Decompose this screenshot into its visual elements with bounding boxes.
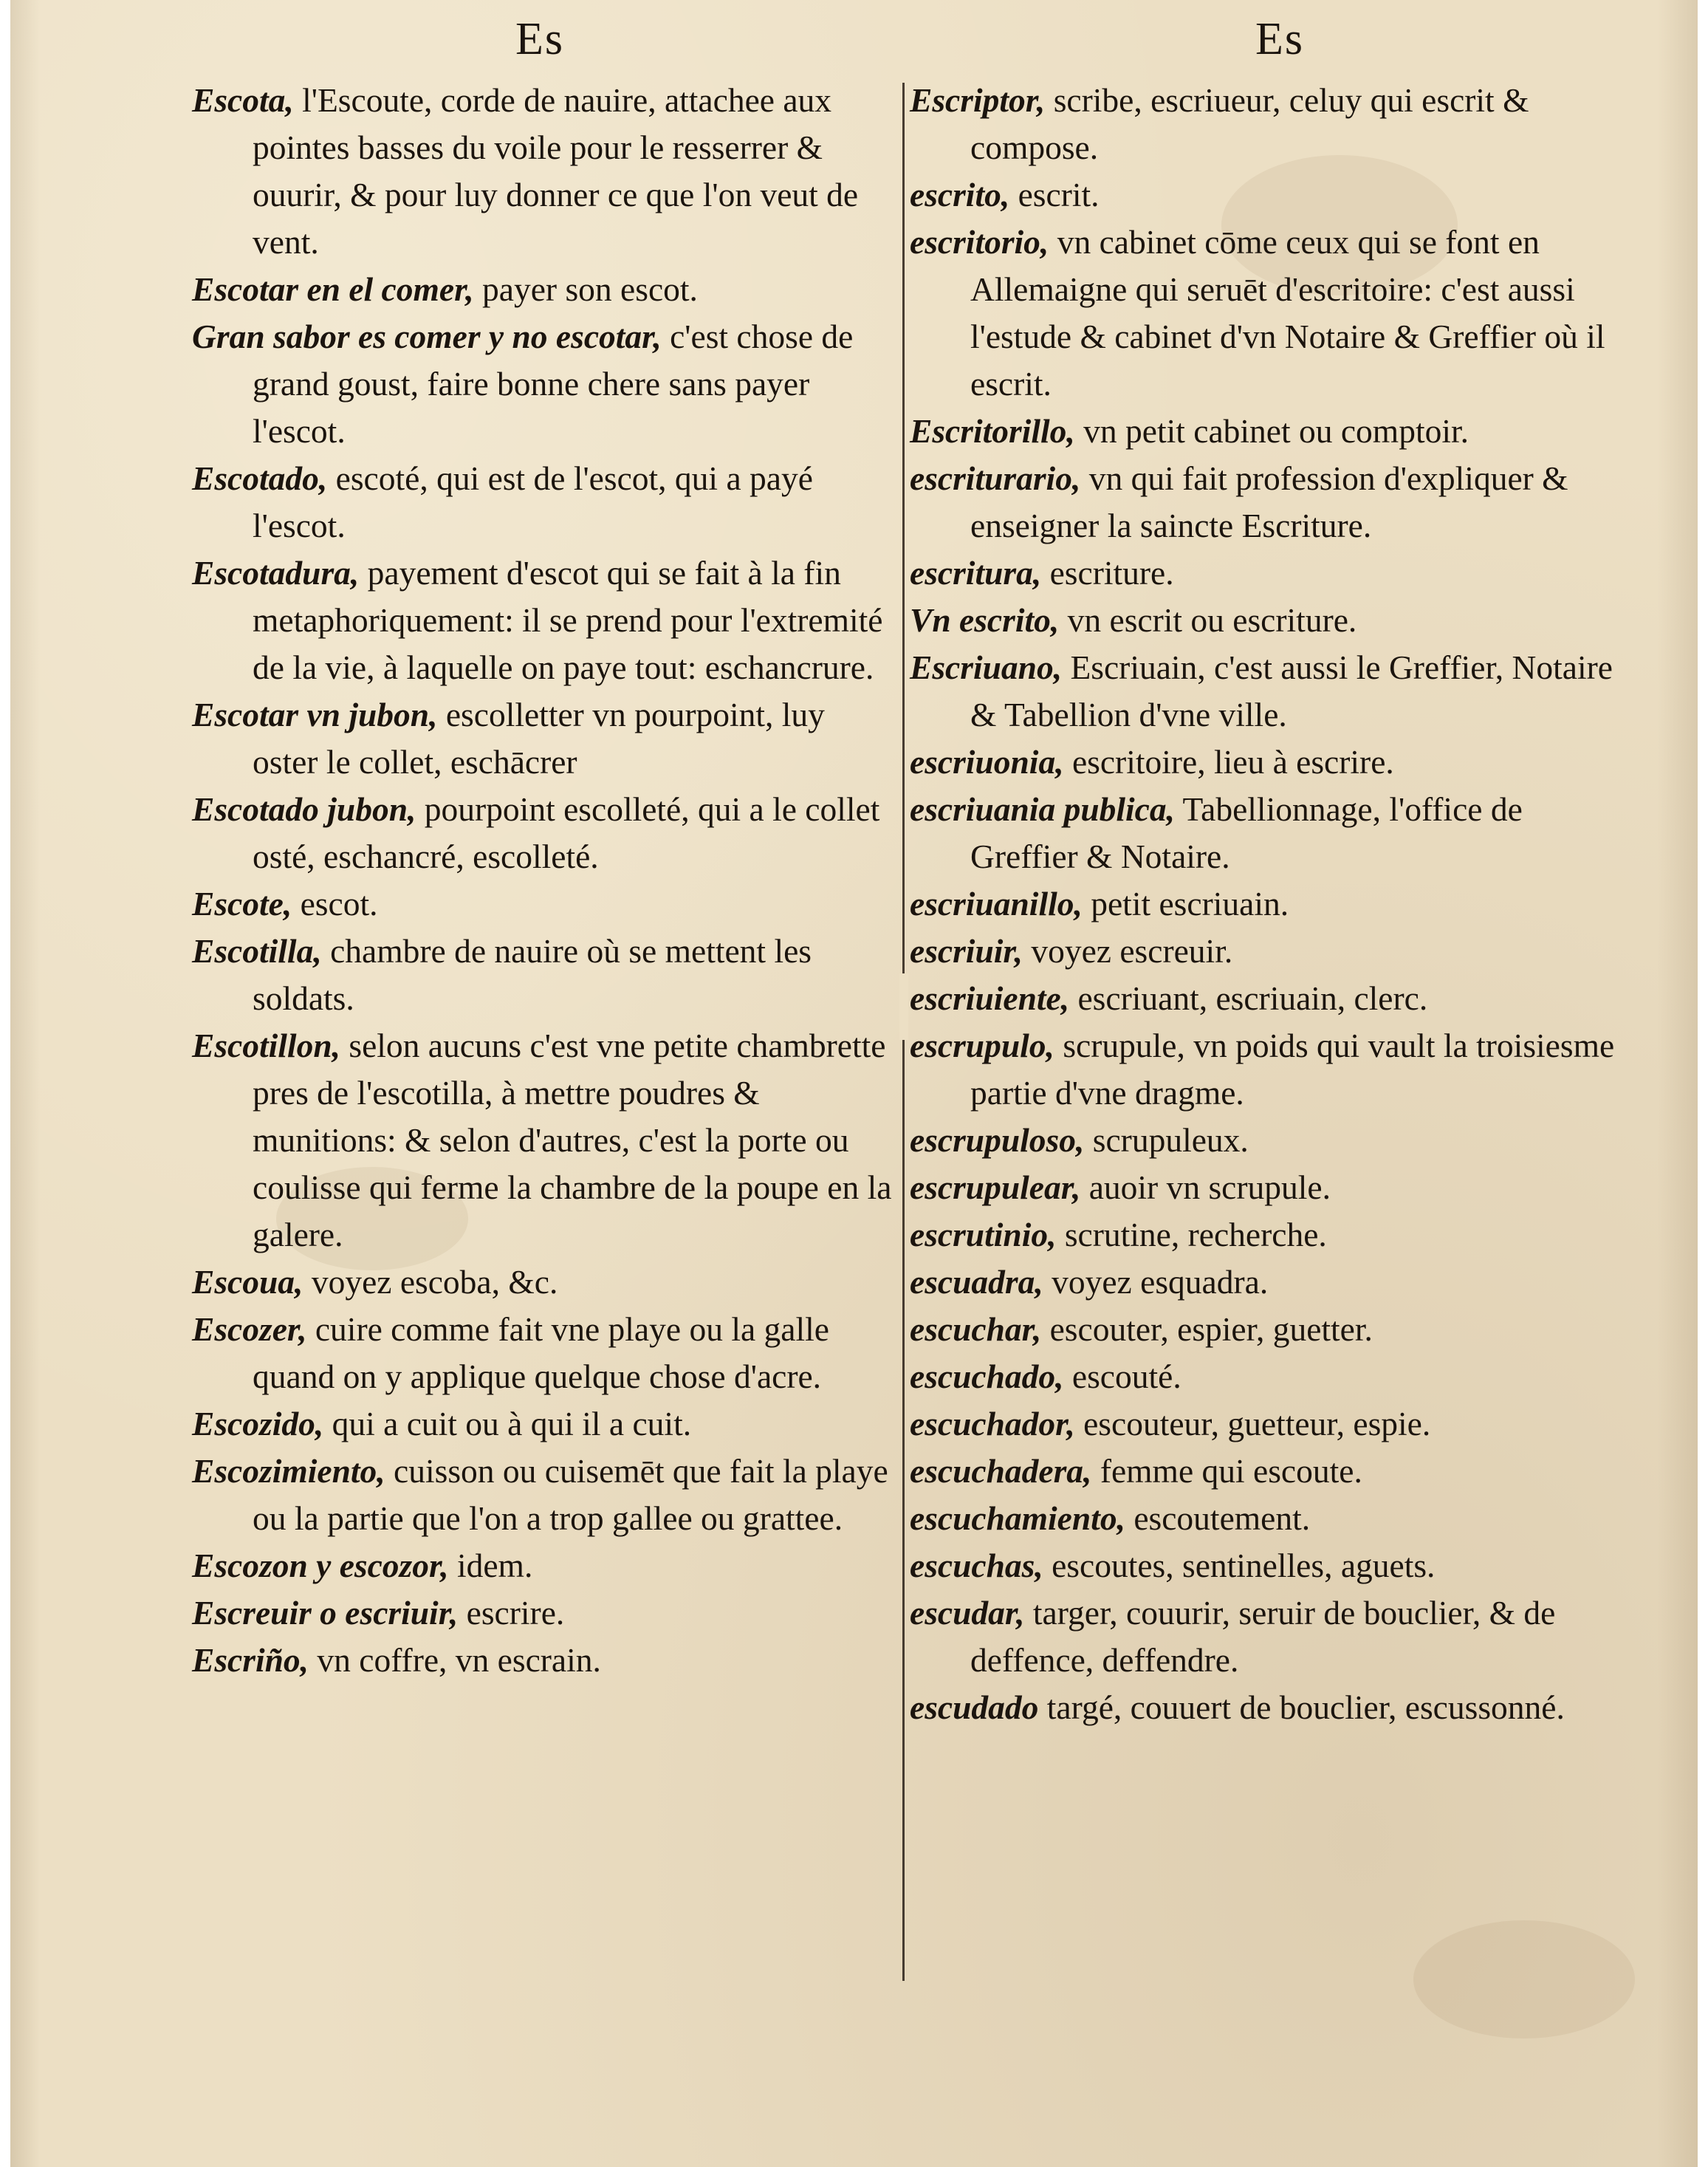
entry-headword: escuchar,	[910, 1310, 1042, 1348]
entry-definition: escouteur, guetteur, espie.	[1074, 1405, 1431, 1442]
dictionary-entry	[192, 266, 894, 313]
entry-definition: payer son escot.	[473, 270, 698, 308]
entry-definition: escoté, qui est de l'escot, qui a payé l'escot.	[253, 459, 813, 544]
entry-definition: cuisson ou cuisemēt que fait la playe ou la partie que l'on a trop gallee ou grattee.	[253, 1452, 888, 1537]
dictionary-entry	[192, 1542, 894, 1589]
dictionary-entry	[910, 597, 1619, 644]
entry-headword: escrupulo,	[910, 1027, 1054, 1064]
entry-definition: escot.	[292, 885, 378, 922]
entry-definition: targé, couuert de bouclier, escussonné.	[1038, 1688, 1565, 1726]
entry-headword: escuadra,	[910, 1263, 1043, 1301]
dictionary-entry	[192, 1637, 894, 1684]
dictionary-entry	[910, 1022, 1619, 1117]
entry-definition: vn escrit ou escriture.	[1059, 601, 1357, 639]
entry-headword: Escriño,	[192, 1641, 309, 1679]
dictionary-entry	[910, 880, 1619, 928]
dictionary-entry	[910, 171, 1619, 219]
entry-headword: escriuania publica,	[910, 790, 1175, 828]
entry-headword: escrutinio,	[910, 1216, 1057, 1253]
entry-headword: escritorio,	[910, 223, 1049, 261]
entry-definition: escriture.	[1041, 554, 1174, 592]
entry-headword: Escozimiento,	[192, 1452, 385, 1490]
entry-definition: escouter, espier, guetter.	[1041, 1310, 1373, 1348]
entry-definition: petit escriuain.	[1082, 885, 1289, 922]
entry-headword: Escotado jubon,	[192, 790, 416, 828]
dictionary-entry	[910, 928, 1619, 975]
dictionary-entry	[910, 1211, 1619, 1259]
entry-headword: Escotar vn jubon,	[192, 696, 438, 733]
entry-headword: escrupulear,	[910, 1168, 1081, 1206]
dictionary-entry	[192, 1022, 894, 1259]
entry-definition: l'Escoute, corde de nauire, attachee aux pointes basses du voile pour le resserrer & ouurir, & pour luy donner ce que l'on veut de vent.	[253, 81, 859, 261]
dictionary-entry	[192, 313, 894, 455]
entry-headword: escuchadera,	[910, 1452, 1092, 1490]
left-column	[192, 77, 894, 1684]
entry-definition: escriuant, escriuain, clerc.	[1069, 979, 1428, 1017]
entry-definition: escrire.	[458, 1594, 565, 1632]
dictionary-entry	[192, 1306, 894, 1400]
entry-headword: Escotillon,	[192, 1027, 340, 1064]
dictionary-entry	[910, 1164, 1619, 1211]
entry-definition: voyez esquadra.	[1043, 1263, 1269, 1301]
dictionary-entry	[192, 691, 894, 786]
dictionary-entry	[192, 786, 894, 880]
entry-definition: scrutine, recherche.	[1056, 1216, 1327, 1253]
entry-definition: scribe, escriueur, celuy qui escrit & compose.	[970, 81, 1529, 166]
dictionary-entry	[910, 786, 1619, 880]
dictionary-entry	[910, 1542, 1619, 1589]
entry-headword: Escotado,	[192, 459, 328, 497]
running-head-left: Es	[515, 14, 564, 64]
entry-definition: vn cabinet cōme ceux qui se font en Allemaigne qui seruēt d'escritoire: c'est aussi l'estude & cabinet d'vn Notaire & Greffier où il escrit.	[970, 223, 1605, 403]
dictionary-entry	[910, 644, 1619, 739]
entry-definition: idem.	[448, 1547, 533, 1584]
entry-headword: escudado	[910, 1688, 1039, 1726]
entry-definition: pourpoint escolleté, qui a le collet osté, eschancré, escolleté.	[253, 790, 880, 875]
entry-headword: Escozido,	[192, 1405, 324, 1442]
entry-definition: escolletter vn pourpoint, luy oster le collet, eschācrer	[253, 696, 825, 781]
dictionary-entry	[192, 455, 894, 550]
column-divider-gap	[899, 973, 908, 1040]
entry-definition: escoutement.	[1125, 1499, 1311, 1537]
entry-headword: Escozon y escozor,	[192, 1547, 449, 1584]
entry-headword: Escritorillo,	[910, 412, 1075, 450]
entry-definition: cuire comme fait vne playe ou la galle quand on y applique quelque chose d'acre.	[253, 1310, 829, 1395]
entry-definition: femme qui escoute.	[1091, 1452, 1362, 1490]
dictionary-entry	[192, 928, 894, 1022]
entry-definition: targer, couurir, seruir de bouclier, & de deffence, deffendre.	[970, 1594, 1556, 1679]
dictionary-entry	[910, 1448, 1619, 1495]
dictionary-entry	[910, 219, 1619, 408]
dictionary-entry	[910, 550, 1619, 597]
entry-headword: Vn escrito,	[910, 601, 1060, 639]
dictionary-entry	[192, 1259, 894, 1306]
dictionary-entry	[910, 1353, 1619, 1400]
dictionary-entry	[192, 1589, 894, 1637]
entry-definition: escrit.	[1009, 176, 1100, 213]
dictionary-entry	[192, 550, 894, 691]
entry-definition: vn petit cabinet ou comptoir.	[1074, 412, 1469, 450]
entry-headword: escriuanillo,	[910, 885, 1083, 922]
entry-definition: payement d'escot qui se fait à la fin metaphoriquement: il se prend pour l'extremité de la vie, à laquelle on paye tout: eschancrure.	[253, 554, 883, 686]
entry-headword: Gran sabor es comer y no escotar,	[192, 318, 662, 355]
entry-headword: escuchamiento,	[910, 1499, 1125, 1537]
entry-definition: Escriuain, c'est aussi le Greffier, Notaire & Tabellion d'vne ville.	[970, 648, 1613, 733]
entry-headword: escuchador,	[910, 1405, 1075, 1442]
entry-headword: Escozer,	[192, 1310, 307, 1348]
entry-definition: voyez escreuir.	[1022, 932, 1233, 970]
entry-headword: escriuir,	[910, 932, 1023, 970]
running-head-right: Es	[1255, 14, 1304, 64]
entry-definition: escoutes, sentinelles, aguets.	[1043, 1547, 1436, 1584]
entry-definition: chambre de nauire où se mettent les soldats.	[253, 932, 812, 1017]
dictionary-entry	[910, 408, 1619, 455]
dictionary-entry	[910, 1117, 1619, 1164]
dictionary-entry	[192, 1400, 894, 1448]
entry-definition: vn coffre, vn escrain.	[309, 1641, 601, 1679]
dictionary-entry	[910, 975, 1619, 1022]
dictionary-entry	[910, 455, 1619, 550]
entry-definition: selon aucuns c'est vne petite chambrette pres de l'escotilla, à mettre poudres & munitions: & selon d'autres, c'est la porte ou coulisse qui ferme la chambre de la poupe en la galere.	[253, 1027, 892, 1253]
entry-headword: escuchas,	[910, 1547, 1043, 1584]
entry-headword: Escotar en el comer,	[192, 270, 474, 308]
entry-headword: escritura,	[910, 554, 1042, 592]
right-column	[910, 77, 1619, 1731]
dictionary-entry	[910, 1400, 1619, 1448]
entry-headword: escriturario,	[910, 459, 1081, 497]
entry-definition: escouté.	[1063, 1358, 1181, 1395]
entry-definition: scrupule, vn poids qui vault la troisiesme partie d'vne dragme.	[970, 1027, 1615, 1112]
entry-headword: Escriuano,	[910, 648, 1063, 686]
entry-definition: qui a cuit ou à qui il a cuit.	[323, 1405, 692, 1442]
dictionary-entry	[192, 880, 894, 928]
dictionary-entry	[910, 1684, 1619, 1731]
entry-headword: Escota,	[192, 81, 294, 119]
entry-definition: c'est chose de grand goust, faire bonne chere sans payer l'escot.	[253, 318, 854, 450]
entry-headword: Escotadura,	[192, 554, 360, 592]
dictionary-entry	[910, 739, 1619, 786]
entry-headword: Escoua,	[192, 1263, 303, 1301]
entry-headword: Escote,	[192, 885, 292, 922]
dictionary-entry	[910, 1495, 1619, 1542]
entry-headword: escriuiente,	[910, 979, 1070, 1017]
entry-definition: Tabellionnage, l'office de Greffier & Notaire.	[970, 790, 1523, 875]
dictionary-entry	[910, 1306, 1619, 1353]
dictionary-entry	[192, 77, 894, 266]
dictionary-entry	[192, 1448, 894, 1542]
entry-definition: vn qui fait profession d'expliquer & enseigner la saincte Escriture.	[970, 459, 1568, 544]
entry-definition: auoir vn scrupule.	[1080, 1168, 1331, 1206]
entry-headword: escrito,	[910, 176, 1010, 213]
entry-definition: escritoire, lieu à escrire.	[1063, 743, 1394, 781]
entry-definition: voyez escoba, &c.	[303, 1263, 558, 1301]
entry-headword: escriuonia,	[910, 743, 1064, 781]
entry-headword: escrupuloso,	[910, 1121, 1085, 1159]
dictionary-entry	[910, 77, 1619, 171]
dictionary-entry	[910, 1589, 1619, 1684]
entry-headword: Escreuir o escriuir,	[192, 1594, 459, 1632]
paper-stain	[1413, 1920, 1635, 2038]
dictionary-entry	[910, 1259, 1619, 1306]
entry-headword: escudar,	[910, 1594, 1025, 1632]
entry-headword: Escotilla,	[192, 932, 322, 970]
entry-definition: scrupuleux.	[1084, 1121, 1249, 1159]
entry-headword: Escriptor,	[910, 81, 1046, 119]
entry-headword: escuchado,	[910, 1358, 1064, 1395]
